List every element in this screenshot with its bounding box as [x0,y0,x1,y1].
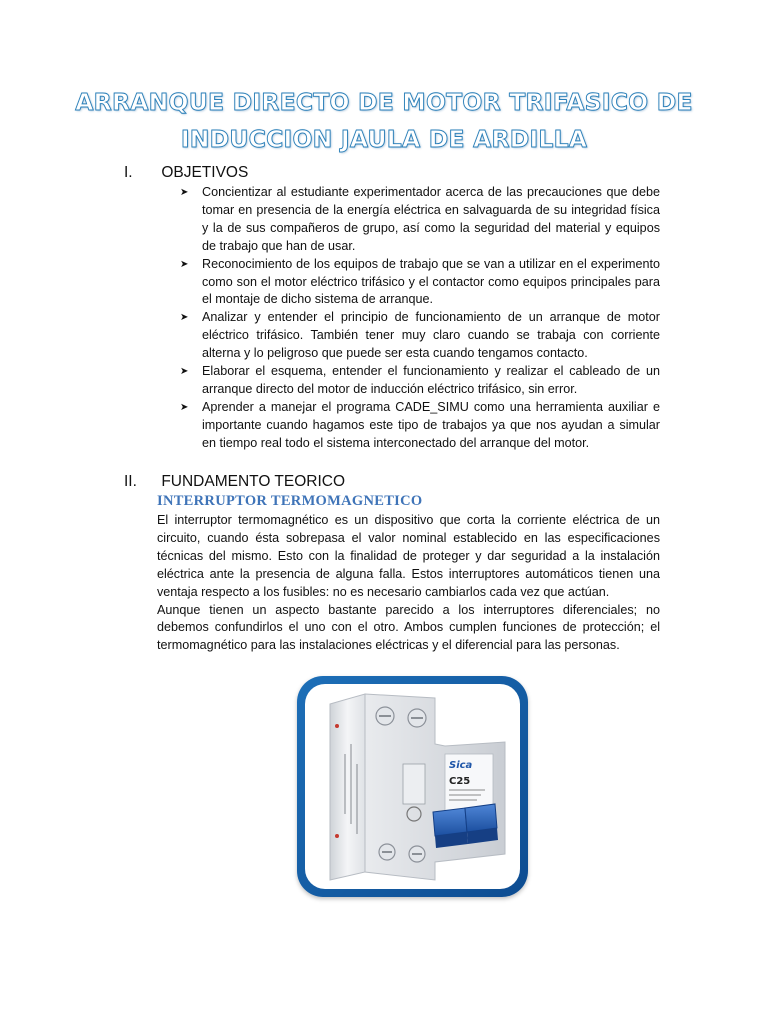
list-item [180,309,660,363]
list-item [180,256,660,310]
section-1-title: OBJETIVOS [161,164,249,181]
list-item-text: Concientizar al estudiante experimentador acerca de las precauciones que debe tomar en presencia de la energía eléctrica en salvaguarda de su integridad física y la de sus compañeros de grupo, así como la seguridad del material y equipos de trabajo que han de usar. [202,185,660,253]
title-line-1: ARRANQUE DIRECTO DE MOTOR TRIFASICO DE [75,88,693,116]
brand-text: Sica [449,760,473,771]
breaker-lever[interactable] [465,804,497,832]
paragraph-2: Aunque tienen un aspecto bastante parecido a los interruptores diferenciales; no debemos confundirlos el uno con el otro. Ambos cumplen funciones de protección; el termomagnético para las instalaciones eléctricas y el diferencial para las personas. [157,602,660,653]
list-item [180,399,660,453]
rating-text: C25 [449,776,471,787]
body-text [157,512,660,655]
arrow-bullet-icon: ➤ [180,366,189,378]
section-2-number: II. [124,473,137,490]
section-1-heading [124,164,248,182]
subheading: INTERRUPTOR TERMOMAGNETICO [157,493,423,509]
list-item [180,363,660,399]
list-item-text: Reconocimiento de los equipos de trabajo que se van a utilizar en el experimento como son el motor eléctrico trifásico y el contactor como equipos principales para el montaje de dicho sistema de arranque. [202,256,660,307]
breaker-photo [305,684,520,889]
section-2-heading [124,473,345,491]
breaker-side-panel [330,694,365,880]
section-2-title: FUNDAMENTO TEORICO [161,473,346,490]
arrow-bullet-icon: ➤ [180,401,189,413]
breaker-photo-frame [297,676,528,897]
arrow-bullet-icon: ➤ [180,187,189,198]
arrow-bullet-icon: ➤ [180,258,189,270]
arrow-bullet-icon: ➤ [180,312,189,324]
list-item [180,184,660,256]
title-line-2: INDUCCION JAULA DE ARDILLA [180,125,588,153]
page-title [0,84,768,158]
list-item-text: Elaborar el esquema, entender el funcionamiento y realizar el cableado de un arranque directo del motor de inducción eléctrico trifásico, sin error. [202,364,660,396]
paragraph-1: El interruptor termomagnético es un dispositivo que corta la corriente eléctrica de un circuito, cuando ésta sobrepasa el valor nominal establecido en las especificaciones técnicas del mismo. Esto con la finalidad de proteger y dar seguridad a la instalación eléctrica ante la presencia de alguna falla. Estos interruptores automáticos tienen una ventaja respecto a los fusibles: no es necesario cambiarlos cada vez que actúan. [157,513,660,599]
objectives-list [180,184,660,453]
list-item-text: Aprender a manejar el programa CADE_SIMU como una herramienta auxiliar e importante cuando hagamos este tipo de trabajos ya que nos ayudan a simular en tiempo real todo el sistema interconectado del arranque del motor. [202,399,660,450]
circuit-breaker-image [305,684,520,889]
breaker-lever[interactable] [433,808,467,836]
section-1-number: I. [124,164,133,181]
list-item-text: Analizar y entender el principio de funcionamiento de un arranque de motor eléctrico trifásico. También tener muy claro cuando se trabaja con corriente alterna y lo peligroso que puede ser esta cuando tengamos contacto. [202,310,660,361]
